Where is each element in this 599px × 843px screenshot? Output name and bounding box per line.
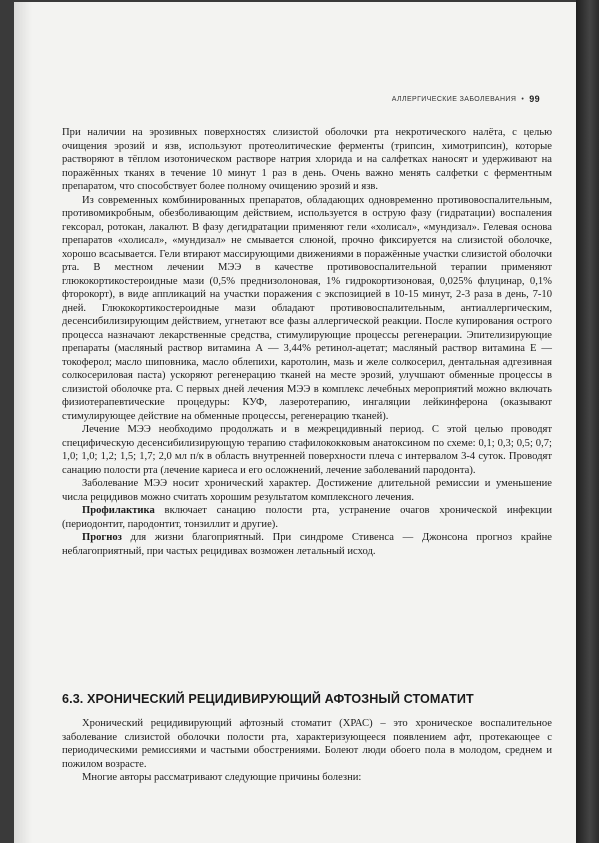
prognosis-term: Прогноз — [82, 532, 122, 543]
paragraph-combined-drugs: Из современных комбинированных препаратов, обладающих одновременно противовоспалительным, противомикробным, обезболивающим действием, используется в острую фазу (гидратации) воспаления гексорал, ротокан, лакалют. В фазу дегидратации применяют гели «холисал», «мундизал». Гелевая основа препаратов «холисал», «мундизал» не смывается слюной, прочно фиксируется на слизистой оболочке, хорошо всасывается. Гели втирают массирующими движениями в поражённые участки слизистой оболочки рта. В местном лечении МЭЭ в качестве противовоспалительной терапии применяют глюкокортикостероидные мази (0,5% преднизолоновая, 1% гидрокортизоновая, 0,025% флуцинар, 0,1% фторокорт), в виде аппликаций на участки поражения с экспозицией в 10-15 минут, 2-3 раза в день, 7-10 дней. Глюкокортикостероидные мази обладают противовоспалительным, антиаллергическим, десенсибилизирующим действием, угнетают все фазы аллергической реакции. После купирования острого процесса назначают лекарственные средства, стимулирующие процессы регенерации. Эпителизирующие препараты (масляный раствор витамина А — 3,44% ретинол-ацетат; масляный раствор витамина Е — токоферол; масло шиповника, масло облепихи, каротолин, мазь и желе солкосерил, дентальная адгезивная солкосериловая паста) ускоряют регенерацию тканей на месте эрозий, улучшают обменные процессы в слизистой оболочке рта. С первых дней лечения МЭЭ в комплекс лечебных мероприятий можно включать физиотерапевтические процедуры: КУФ, лазеротерапию, ингаляции лейкинферона (оказывают стимулирующее действие на обменные процессы, регенерацию тканей). — [62, 194, 552, 422]
running-head-bullet: • — [521, 95, 525, 103]
paragraph-prognosis — [62, 531, 552, 558]
prophylaxis-text: включает санацию полости рта, устранение очагов хронической инфекции (периодонтит, пародонтит, тонзиллит и другие). — [62, 505, 552, 530]
paragraph-prophylaxis — [62, 504, 552, 531]
main-text-block — [62, 126, 552, 558]
page-number: 99 — [529, 94, 540, 104]
page-gutter-shadow — [14, 2, 32, 843]
paragraph-interrecurrence-treatment: Лечение МЭЭ необходимо продолжать и в межрецидивный период. С этой целью проводят специфическую десенсибилизирующую терапию стафилококковым анатоксином по схеме: 0,1; 0,3; 0,5; 0,7; 1,0; 1,0; 1,2; 1,5; 1,7; 2,0 мл п/к в область внутренней поверхности плеча с интервалом 3-4 суток. Проводят санацию полости рта (лечение кариеса и его осложнений, лечение заболеваний пародонта). — [62, 424, 552, 476]
paragraph-necrotic-plaque: При наличии на эрозивных поверхностях слизистой оболочки рта некротического налёта, с целью очищения эрозий и язв, используют протеолитические ферменты (трипсин, химотрипсин), которые растворяют в тёплом изотоническом растворе натрия хлорида и на салфетках наносят и удерживают на поражённых тканях в течение 10 минут 1 раз в день. Очень важно менять салфетки с ферментным препаратом, что способствует более полному очищению эрозий и язв. — [62, 127, 552, 192]
section-text-block — [62, 717, 552, 785]
book-page — [14, 2, 576, 843]
paragraph-chronic-course: Заболевание МЭЭ носит хронический характер. Достижение длительной ремиссии и уменьшение числа рецидивов можно считать хорошим результатом комплексного лечения. — [62, 478, 552, 503]
paragraph-xras-definition: Хронический рецидивирующий афтозный стоматит (ХРАС) – это хроническое воспалительное заболевание слизистой оболочки полости рта, характеризующееся появлением афт, протекающее с периодическими ремиссиями и частыми обострениями. Болеют люди обоего пола в молодом, среднем и пожилом возрасте. — [62, 718, 552, 770]
section-heading: 6.3. ХРОНИЧЕСКИЙ РЕЦИДИВИРУЮЩИЙ АФТОЗНЫЙ СТОМАТИТ — [62, 692, 474, 706]
running-head-title: АЛЛЕРГИЧЕСКИЕ ЗАБОЛЕВАНИЯ — [391, 95, 517, 103]
prophylaxis-term: Профилактика — [82, 505, 155, 516]
prognosis-text: для жизни благоприятный. При синдроме Стивенса — Джонсона прогноз крайне неблагоприятный, при частых рецидивах возможен летальный исход. — [62, 532, 552, 557]
paragraph-causes-intro: Многие авторы рассматривают следующие причины болезни: — [82, 772, 362, 783]
scan-dark-edge — [576, 0, 599, 843]
running-head — [392, 94, 540, 104]
